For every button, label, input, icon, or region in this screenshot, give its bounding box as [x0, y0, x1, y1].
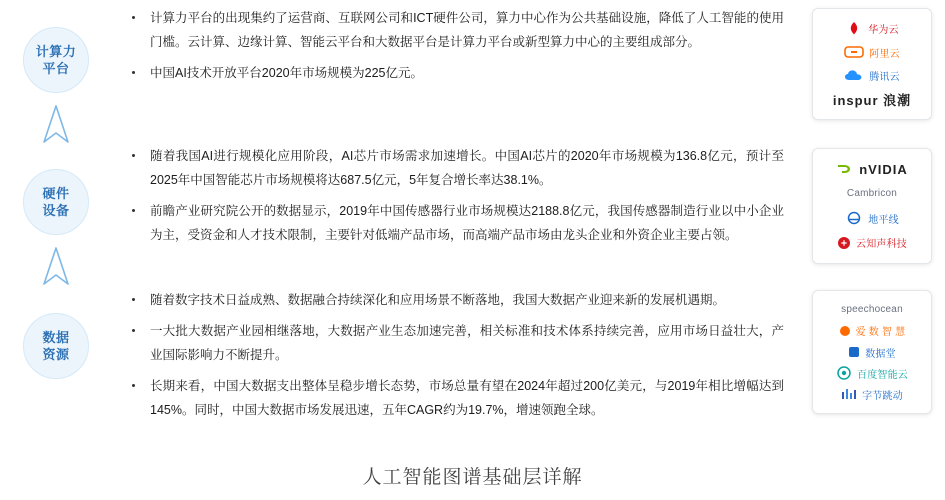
logo-row-cambricon — [817, 182, 927, 206]
stage-label-line2: 平台 — [42, 61, 70, 76]
stage-label-line2: 资源 — [42, 347, 70, 362]
stage-badge-compute-platform — [23, 27, 89, 93]
list-item: 计算力平台的出现集约了运营商、互联网公司和ICT硬件公司，算力中心作为公共基础设施，降低了人工智能的使用门槛。云计算、边缘计算、智能云平台和大数据平台是计算力平台或新型算力中心的主要组成部分。 — [112, 6, 784, 54]
list-item: 一大批大数据产业园相继落地，大数据产业生态加速完善，相关标准和技术体系持续完善，应用市场日益壮大，产业国际影响力不断提升。 — [112, 319, 784, 367]
list-item: 长期来看，中国大数据支出整体呈稳步增长态势，市场总量有望在2024年超过200亿美元，与2019年相比增幅达到145%。同时，中国大数据市场发展迅速，五年CAGR约为19.7%，增速领跑全球。 — [112, 374, 784, 422]
bytedance-icon — [841, 388, 857, 400]
logo-label: 数据堂 — [865, 348, 896, 360]
stage-column — [0, 0, 112, 450]
logo-label: 华为云 — [868, 25, 899, 37]
bullet-list — [112, 6, 784, 85]
text-block-hardware-devices — [112, 144, 792, 247]
nvidia-icon — [836, 162, 854, 176]
logo-label: Cambricon — [846, 188, 898, 200]
logo-row-speechocean — [817, 299, 927, 320]
logo-row-tencent-cloud — [817, 64, 927, 88]
up-arrow-icon-2 — [41, 245, 71, 287]
logo-row-horizon-robotics — [817, 206, 927, 230]
logo-row-unisound — [817, 231, 927, 255]
logo-label: 百度智能云 — [857, 369, 908, 381]
alibaba-cloud-icon — [844, 44, 864, 60]
list-item: 前瞻产业研究院公开的数据显示，2019年中国传感器行业市场规模达2188.8亿元，我国传感器制造行业以中小企业为主，受资金和人才技术限制，主要针对低端产品市场，而高端产品市场由龙头企业和外资企业主要占领。 — [112, 199, 784, 247]
list-item: 中国AI技术开放平台2020年市场规模为225亿元。 — [112, 61, 784, 85]
magicdata-icon — [839, 325, 851, 337]
logo-card-hardware-devices — [812, 148, 932, 264]
text-block-data-resources — [112, 288, 792, 422]
bullet-list — [112, 288, 784, 422]
logo-card-compute-platform — [812, 8, 932, 120]
huawei-cloud-icon — [845, 20, 863, 38]
logo-label: 爱 数 智 慧 — [855, 327, 906, 339]
logo-label: inspur 浪潮 — [832, 92, 912, 108]
list-item: 随着数字技术日益成熟、数据融合持续深化和应用场景不断落地，我国大数据产业迎来新的发展机遇期。 — [112, 288, 784, 312]
logo-label: 阿里云 — [869, 48, 900, 60]
up-arrow-icon-1 — [41, 103, 71, 145]
stage-label-line1: 硬件 — [42, 186, 70, 201]
stage-badge-hardware-devices — [23, 169, 89, 235]
tencent-cloud-icon — [844, 69, 864, 83]
stage-label-line1: 数据 — [42, 330, 70, 345]
stage-badge-data-resources — [23, 313, 89, 379]
stage-label-line1: 计算力 — [35, 44, 77, 59]
logo-row-inspur — [817, 88, 927, 112]
logo-row-datatang — [817, 341, 927, 362]
logo-row-baidu-ai-cloud — [817, 363, 927, 384]
logo-card-data-resources — [812, 290, 932, 414]
bullet-list — [112, 144, 784, 247]
logo-label: nVIDIA — [859, 161, 908, 177]
logo-label: 地平线 — [868, 214, 899, 226]
logo-row-magicdata — [817, 320, 927, 341]
datatang-icon — [848, 346, 860, 358]
page-title: 人工智能图谱基础层详解 — [362, 467, 583, 488]
logo-label: 字节跳动 — [862, 390, 903, 402]
text-block-compute-platform — [112, 6, 792, 85]
logo-row-bytedance — [817, 384, 927, 405]
stage-label-line2: 设备 — [42, 203, 70, 218]
list-item: 随着我国AI进行规模化应用阶段，AI芯片市场需求加速增长。中国AI芯片的2020年市场规模为136.8亿元，预计至2025年中国智能芯片市场规模将达687.5亿元，5年复合增长率达38.1%。 — [112, 144, 784, 192]
horizon-robotics-icon — [845, 211, 863, 225]
logo-row-alibaba-cloud — [817, 41, 927, 65]
unisound-icon — [837, 236, 851, 250]
logo-label: 腾讯云 — [869, 72, 900, 84]
logo-label: speechocean — [841, 304, 903, 316]
logo-label: 云知声科技 — [856, 239, 907, 251]
baidu-ai-cloud-icon — [836, 366, 852, 380]
logo-row-huawei-cloud — [817, 17, 927, 41]
logo-row-nvidia — [817, 157, 927, 181]
